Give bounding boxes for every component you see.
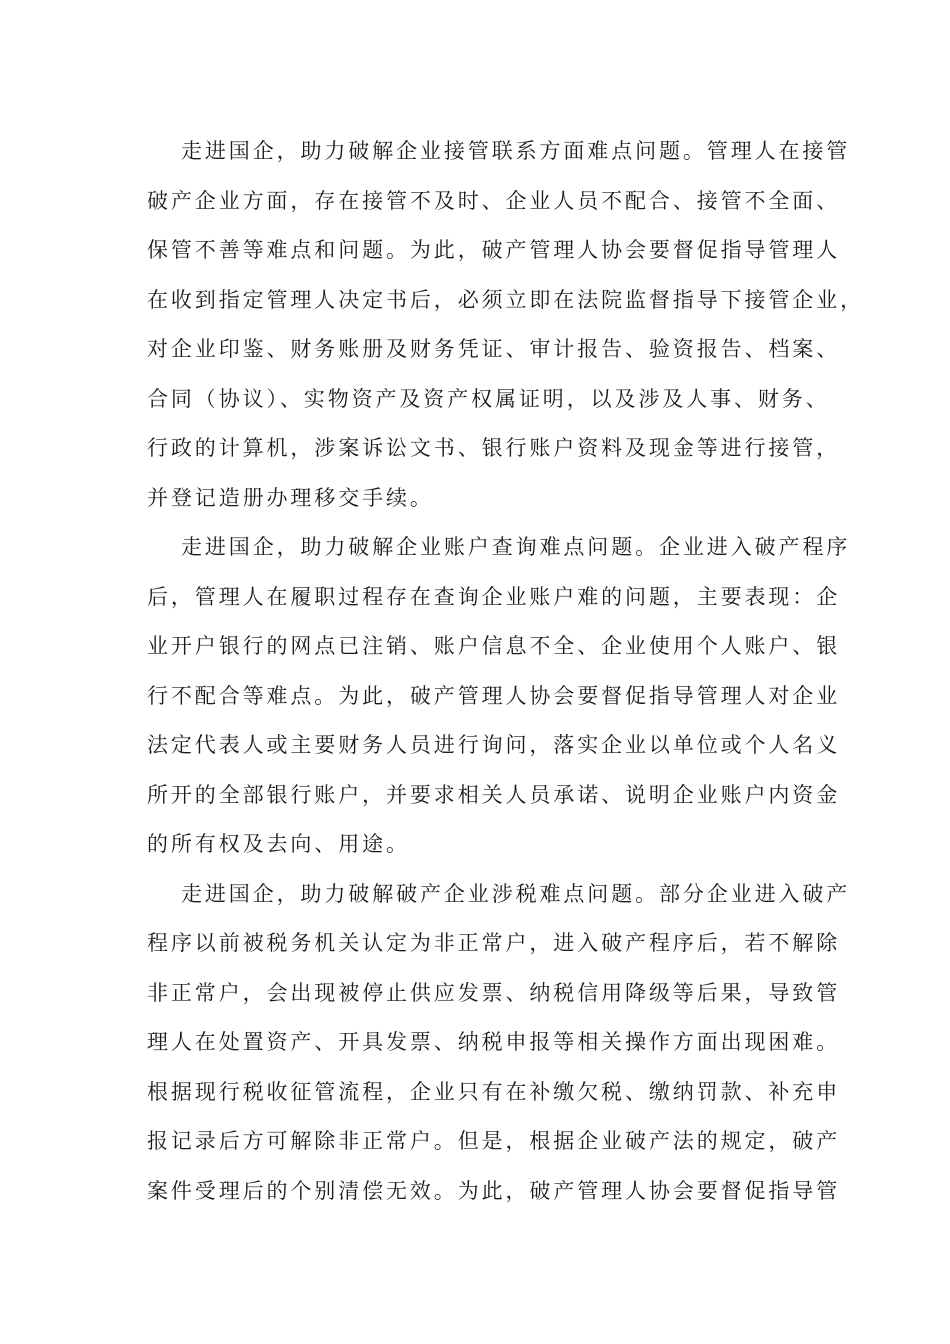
text-line: 的所有权及去向、用途。 — [147, 832, 410, 856]
text-line: 对企业印鉴、财务账册及财务凭证、审计报告、验资报告、档案、 — [147, 337, 841, 361]
text-line: 保管不善等难点和问题。为此，破产管理人协会要督促指导管理人 — [147, 238, 841, 262]
text-line: 理人在处置资产、开具发票、纳税申报等相关操作方面出现困难。 — [147, 1030, 841, 1054]
text-line: 后，管理人在履职过程存在查询企业账户难的问题，主要表现：企 — [147, 584, 841, 609]
text-line: 业开户银行的网点已注销、账户信息不全、企业使用个人账户、银 — [147, 634, 841, 658]
text-line: 行政的计算机，涉案诉讼文书、银行账户资料及现金等进行接管， — [147, 436, 841, 460]
text-line: 破产企业方面，存在接管不及时、企业人员不配合、接管不全面、 — [147, 188, 841, 213]
paragraph-tax-issues — [147, 870, 851, 1217]
text-line: 非正常户，会出现被停止供应发票、纳税信用降级等后果，导致管 — [147, 980, 841, 1005]
text-line: 所开的全部银行账户，并要求相关人员承诺、说明企业账户内资金 — [147, 782, 841, 807]
text-line: 法定代表人或主要财务人员进行询问，落实企业以单位或个人名义 — [147, 733, 841, 757]
text-line: 走进国企，助力破解破产企业涉税难点问题。部分企业进入破产 — [181, 881, 851, 906]
document-body — [147, 127, 864, 1216]
text-line: 行不配合等难点。为此，破产管理人协会要督促指导管理人对企业 — [147, 683, 841, 708]
text-line: 在收到指定管理人决定书后，必须立即在法院监督指导下接管企业， — [147, 287, 864, 312]
paragraph-account-takeover — [147, 127, 864, 523]
text-line: 合同（协议）、实物资产及资产权属证明，以及涉及人事、财务、 — [147, 386, 830, 411]
paragraph-bank-account-query — [147, 523, 851, 870]
text-line: 程序以前被税务机关认定为非正常户，进入破产程序后，若不解除 — [147, 931, 841, 955]
text-line: 案件受理后的个别清偿无效。为此，破产管理人协会要督促指导管 — [147, 1178, 841, 1203]
text-line: 根据现行税收征管流程，企业只有在补缴欠税、缴纳罚款、补充申 — [147, 1079, 841, 1104]
text-line: 报记录后方可解除非正常户。但是，根据企业破产法的规定，破产 — [147, 1129, 841, 1153]
text-line: 走进国企，助力破解企业接管联系方面难点问题。管理人在接管 — [181, 139, 851, 163]
text-line: 走进国企，助力破解企业账户查询难点问题。企业进入破产程序 — [181, 535, 851, 559]
text-line: 并登记造册办理移交手续。 — [147, 485, 434, 510]
